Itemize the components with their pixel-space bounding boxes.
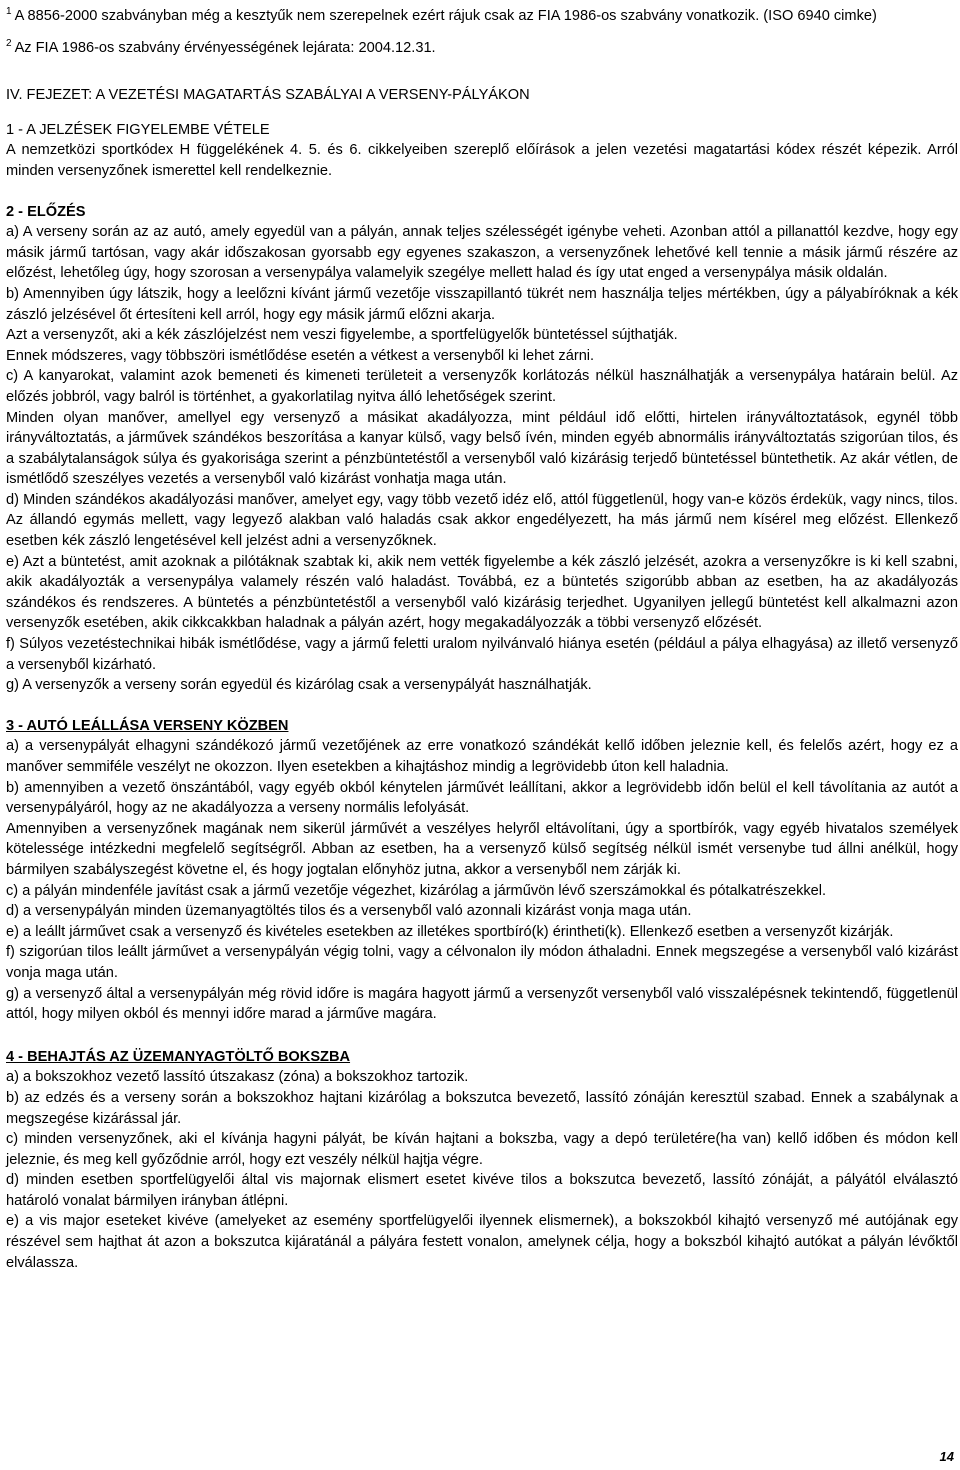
paragraph: b) amennyiben a vezető önszántából, vagy egyéb okból kénytelen járművét leállítani, akkor a legrövidebb időn belül el kell távolítania az autót a versenypályáról, hogy az ne akadályozza a verseny normális lefolyását. bbox=[6, 779, 958, 817]
document-page bbox=[6, 0, 958, 1273]
footnote-mark: 1 bbox=[6, 6, 12, 18]
footnote-text: Az FIA 1986-os szabvány érvényességének lejárata: 2004.12.31. bbox=[14, 39, 436, 56]
paragraph: e) Azt a büntetést, amit azoknak a pilótáknak szabtak ki, akik nem vették figyelembe a kék zászló jelzését, azokra a versenyzőkre is ki kell szabni, akik akadályozták a versenypálya valamely részén való haladást. Továbbá, ez a büntetés szigorúbb abban az esetben, ha az akadályozás szándékos és rendszeres. A büntetés a pénzbüntetéstől a versenyből való kizárásig terjedhet. Ugyanilyen jellegű büntetést kell alkalmazni azon versenyzők esetében, akik cikkcakkban haladnak a pályán azért, hogy megakadályozzák a többi versenyző előzését. bbox=[6, 553, 958, 632]
paragraph: Ennek módszeres, vagy többszöri ismétlődése esetén a vétkest a versenyből ki lehet zárni. bbox=[6, 347, 595, 364]
paragraph: d) a versenypályán minden üzemanyagtöltés tilos és a versenyből való azonnali kizárást vonja maga után. bbox=[6, 903, 692, 920]
section-heading: 1 - A JELZÉSEK FIGYELEMBE VÉTELE bbox=[6, 121, 270, 138]
paragraph: g) a versenyző által a versenypályán még rövid időre is magára hagyott jármű a versenyzőt versenyből való visszalépésnek tekintendő, függetlenül attól, hogy milyen okból és mennyi időre marad a járműve magára. bbox=[6, 985, 958, 1023]
section-overtaking bbox=[6, 202, 958, 696]
section-signals bbox=[6, 120, 958, 182]
paragraph: A nemzetközi sportkódex H függelékének 4. 5. és 6. cikkelyeiben szereplő előírások a jelen vezetési magatartási kódex részét képezik. Arról minden versenyzőnek ismerettel kell rendelkeznie. bbox=[6, 142, 958, 179]
section-heading-text: 3 - AUTÓ LEÁLLÁSA VERSENY KÖZBEN bbox=[6, 717, 289, 734]
paragraph: c) a pályán mindenféle javítást csak a jármű vezetője végezhet, kizárólag a járművön lévő szerszámokkal és pótalkatrészekkel. bbox=[6, 882, 827, 899]
paragraph: Azt a versenyzőt, aki a kék zászlójelzést nem veszi figyelembe, a sportfelügyelők büntetéssel sújthatják. bbox=[6, 327, 678, 344]
paragraph: a) A verseny során az az autó, amely egyedül van a pályán, annak teljes szélességét igénybe veheti. Azonban attól a pillanattól kezdve, hogy egy másik jármű tartósan, vagy akár időszakosan gyorsabb egy egyenes szakaszon, a versenyzőnek lehetővé kell tennie a másik jármű részére az előzést, lehetőleg úgy, hogy szorosan a versenypálya valamelyik szegélye mellett halad és így utat enged a versenypálya másik oldalán. bbox=[6, 224, 958, 282]
section-heading-text: 4 - BEHAJTÁS AZ ÜZEMANYAGTÖLTŐ BOKSZBA bbox=[6, 1048, 351, 1065]
section-heading bbox=[6, 1047, 958, 1068]
section-pit-entry bbox=[6, 1047, 958, 1274]
paragraph: a) a bokszokhoz vezető lassító útszakasz (zóna) a bokszokhoz tartozik. bbox=[6, 1069, 469, 1086]
paragraph: b) az edzés és a verseny során a bokszokhoz hajtani kizárólag a bokszutca bevezető, lassító zónáján keresztül szabad. Ennek a szabálynak a megszegése kizárással jár. bbox=[6, 1089, 958, 1127]
footnote-1 bbox=[6, 6, 958, 27]
section-car-stopping bbox=[6, 716, 958, 1025]
paragraph: g) A versenyzők a verseny során egyedül és kizárólag csak a versenypályát használhatják. bbox=[6, 677, 592, 694]
paragraph: b) Amennyiben úgy látszik, hogy a leelőzni kívánt jármű vezetője visszapillantó tükrét nem használja teljes mértékben, úgy a pályabíróknak a kék zászló jelzésével őt értesíteni kell arról, hogy egy másik jármű előzni akarja. bbox=[6, 285, 958, 323]
paragraph: a) a versenypályát elhagyni szándékozó jármű vezetőjének az erre vonatkozó szándékát kellő időben jeleznie kell, és felelős azért, hogy ez a manőver semmiféle veszélyt ne okozzon. Ilyen esetekben a kihajtáshoz mindig a legrövidebb úton kell haladnia. bbox=[6, 738, 958, 775]
paragraph: f) Súlyos vezetéstechnikai hibák ismétlődése, vagy a jármű feletti uralom nyilvánvaló hiánya esetén (például a pálya elhagyása) az illető versenyző a versenyből kizárható. bbox=[6, 636, 958, 673]
paragraph: d) Minden szándékos akadályozási manőver, amelyet egy, vagy több vezető idéz elő, attól függetlenül, hogy van-e közös érdekük, vagy nincs, tilos. Az állandó egymás mellett, vagy legyező alakban való haladás csak akkor engedélyezett, ha más jármű nem kísérel meg előzést. Ellenkező esetben kék zászló lengetésével kell jelzést adni a versenyzőknek. bbox=[6, 491, 958, 550]
paragraph: c) A kanyarokat, valamint azok bemeneti és kimeneti területeit a versenyzők korlátozás nélkül használhatják a versenypálya határain belül. Az előzés jobbról, vagy balról is történhet, a gyakorlatilag nyitva álló lehetőségek szerint. bbox=[6, 368, 958, 405]
paragraph: Amennyiben a versenyzőnek magának nem sikerül járművét a veszélyes helyről eltávolítani, úgy a sportbírók, vagy egyéb hivatalos személyek kötelessége intézkedni megfelelő segítségről. Abban az esetben, ha a versenyző külső segítség nélkül ismét versenybe tud állni anélkül, hogy bármilyen szabályszegést követne el, és hogy jogtalan előnyhöz jutna, akkor a versenyből nem zárják ki. bbox=[6, 820, 958, 878]
paragraph: e) a vis major eseteket kivéve (amelyeket az esemény sportfelügyelői ilyennek elismernek), a bokszokból kihajtó versenyző mé autójának egy részével sem hajthat át azon a bokszutca kijáratánál a pályára festett vonalon, amelynek célja, hogy a bokszból kihajtó autókat a pályán lévőktől elválassza. bbox=[6, 1213, 958, 1271]
section-heading: 2 - ELŐZÉS bbox=[6, 203, 86, 220]
chapter bbox=[6, 85, 958, 1273]
paragraph: d) minden esetben sportfelügyelői által vis majornak elismert esetet kivéve tilos a bokszutca bevezető, lassító zónáját, a pályától elválasztó határoló vonalat bármilyen irányban átlépni. bbox=[6, 1172, 958, 1209]
page-number: 14 bbox=[939, 1449, 954, 1464]
footnote-text: A 8856-2000 szabványban még a kesztyűk nem szerepelnek ezért rájuk csak az FIA 1986-os szabvány vonatkozik. (ISO 6940 cimke) bbox=[14, 8, 877, 24]
footnotes bbox=[6, 0, 958, 58]
footnote-2 bbox=[6, 38, 958, 59]
paragraph: e) a leállt járművet csak a versenyző és kivételes esetekben az illetékes sportbíró(k) érintheti(k). Ellenkező esetben a versenyzőt kizárják. bbox=[6, 923, 894, 940]
paragraph: c) minden versenyzőnek, aki el kívánja hagyni pályát, be kíván hajtani a bokszba, vagy a depó területére(ha van) kellő időben és módon kell jeleznie, és meg kell győződnie arról, hogy ezt veszély nélkül hajtja végre. bbox=[6, 1131, 958, 1168]
footnote-mark: 2 bbox=[6, 37, 12, 49]
paragraph: f) szigorúan tilos leállt járművet a versenypályán végig tolni, vagy a célvonalon ily módon áthaladni. Ennek megszegése a versenyből való kizárást vonja maga után. bbox=[6, 944, 958, 981]
section-heading bbox=[6, 716, 958, 737]
paragraph: Minden olyan manőver, amellyel egy versenyző a másikat akadályozza, mint például idő előtti, hirtelen irányváltoztatások, egynél több irányváltoztatás, a járművek szándékos beszorítása a kanyar külső, vagy belső ívén, minden egyéb abnormális irányváltoztatás szigorúan tilos, és a szabálytalanságok súlya és gyakorisága szerint a pénzbüntetéstől a versenyből való kizárásig terjedő büntetéssel büntethetik. Az akár vétlen, de ismétlődő szeszélyes vezetés a versenyből való kizárást vonhatja maga után. bbox=[6, 409, 958, 488]
chapter-title: IV. FEJEZET: A VEZETÉSI MAGATARTÁS SZABÁLYAI A VERSENY-PÁLYÁKON bbox=[6, 87, 530, 104]
